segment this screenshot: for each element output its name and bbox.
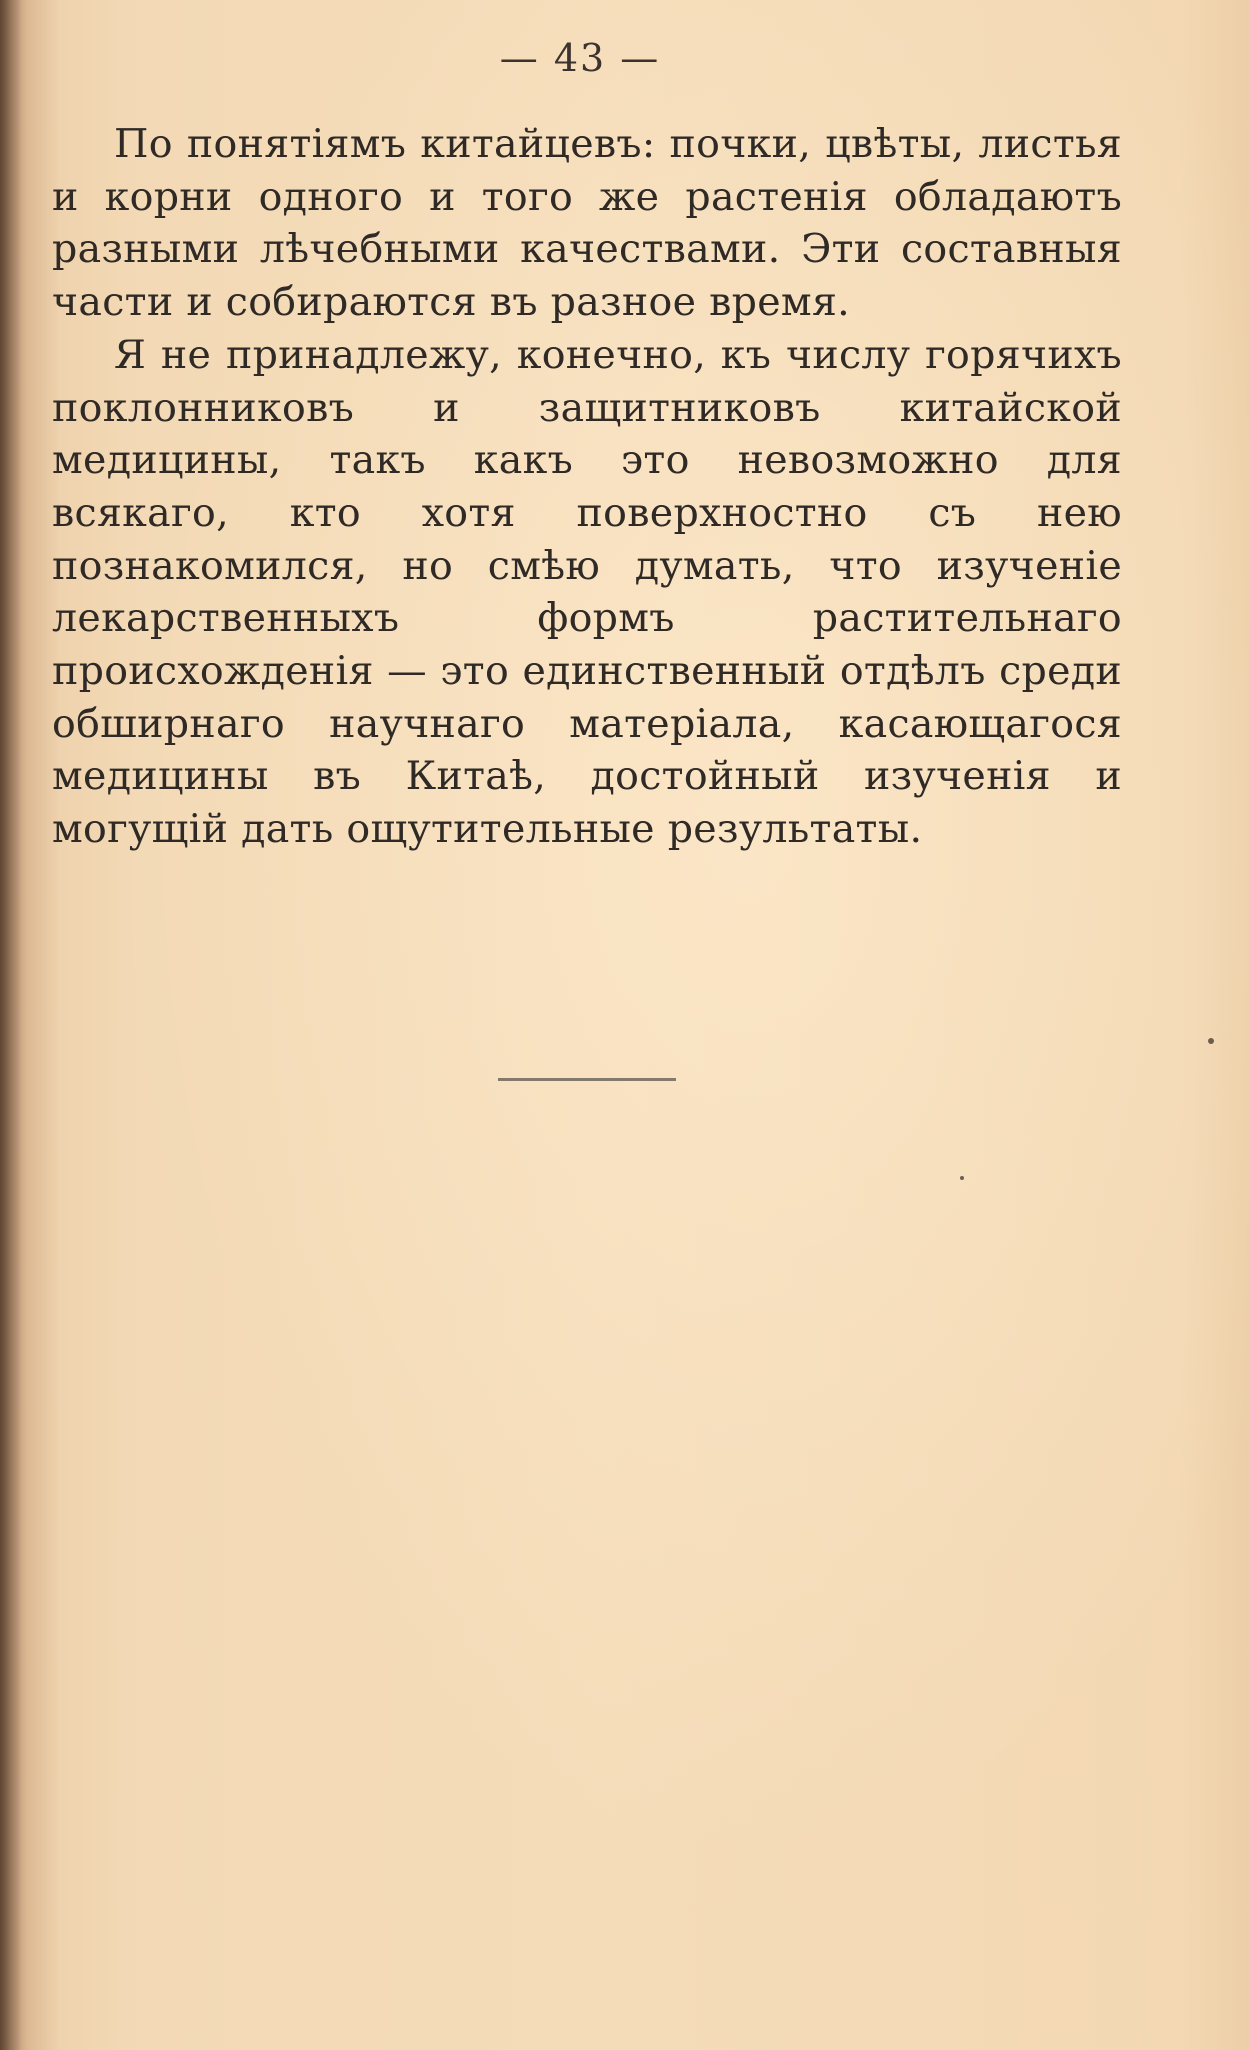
paragraph-2: Я не принадлежу, конечно, къ числу горячихъ поклонниковъ и защитниковъ китайской медицины, такъ какъ это невозможно для всякаго, кто хотя поверхностно съ нею познакомился, но смѣю думать, что изученiе лекарственныхъ формъ растительнаго происхожденiя — это единственный отдѣлъ среди обширнаго научнаго матерiала, касающагося медицины въ Китаѣ, достойный изученiя и могущiй дать ощутительные результаты. [52, 331, 1122, 853]
body-text [52, 118, 1122, 856]
paragraph-1: По понятiямъ китайцевъ: почки, цвѣты, листья и корни одного и того же растенiя обладаютъ разными лѣчебными качествами. Эти составныя части и собираются въ разное время. [52, 121, 1122, 326]
paper-speck [1208, 1038, 1214, 1044]
section-end-rule [498, 1078, 676, 1081]
paper-speck [960, 1176, 964, 1180]
page-number: — 43 — [499, 36, 661, 80]
spine-shadow [0, 0, 22, 2050]
